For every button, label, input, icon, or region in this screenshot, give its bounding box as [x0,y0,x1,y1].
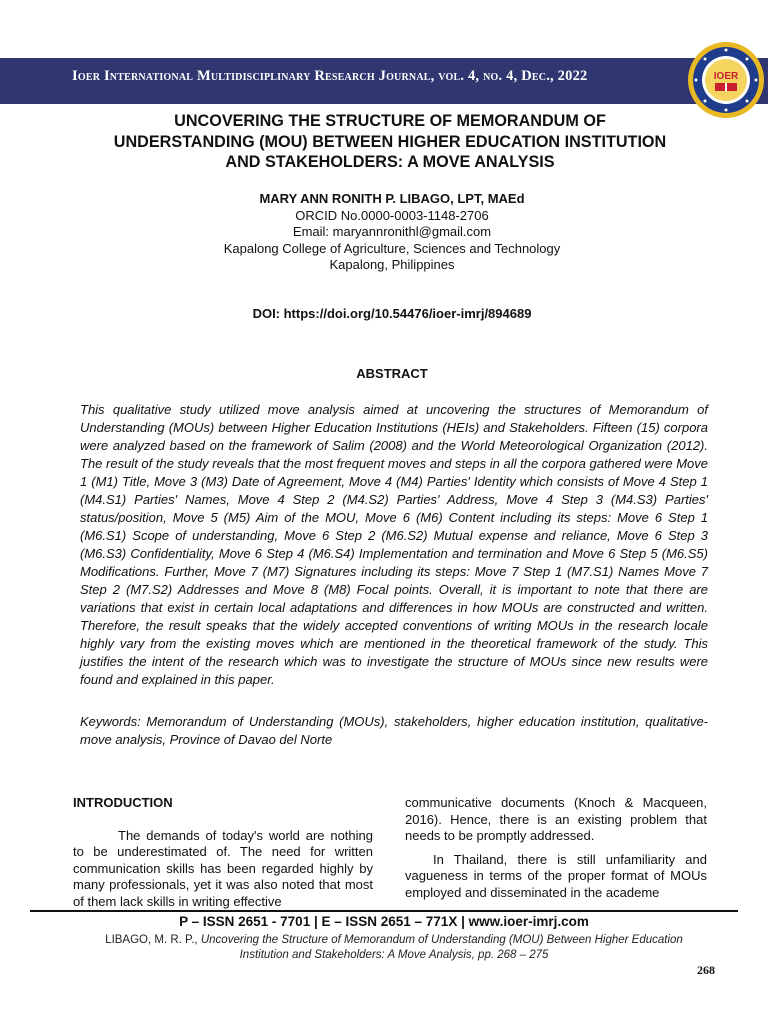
citation-author: LIBAGO, M. R. P., [105,934,198,946]
journal-header-text: Ioer International Multidisciplinary Research Journal, vol. 4, no. 4, Dec., 2022 [72,68,588,84]
journal-banner [0,58,768,104]
abstract-heading: ABSTRACT [356,366,428,381]
footer-rule [30,910,738,912]
intro-right-column [405,795,707,900]
author-affiliation: Kapalong College of Agriculture, Sciences and Technology [223,240,561,256]
citation-pages: pp. 268 – 275 [478,948,549,961]
keywords-label: Keywords: [80,714,141,729]
doi-link[interactable]: DOI: https://doi.org/10.54476/ioer-imrj/894689 [252,306,532,321]
intro-left-column [73,795,373,909]
citation-title: Uncovering the Structure of Memorandum of Understanding (MOU) Between Higher Education Institution and Stakeholders: A Move Analysis, [200,934,683,961]
author-name: MARY ANN RONITH P. LIBAGO, LPT, MAEd [259,191,525,206]
keywords [80,713,708,749]
title-line: AND STAKEHOLDERS: A MOVE ANALYSIS [225,153,555,171]
page-number: 268 [697,963,715,977]
intro-paragraph-continued: communicative documents (Knoch & Macqueen, 2016). Hence, there is an existing problem that needs to be promptly addressed. [405,795,707,844]
title-line: UNCOVERING THE STRUCTURE OF MEMORANDUM OF [174,112,606,130]
keywords-text: Memorandum of Understanding (MOUs), stakeholders, higher education institution, qualitative-move analysis, Province of Davao del Norte [80,714,708,747]
ioer-logo [686,40,766,120]
intro-paragraph-thailand: In Thailand, there is still unfamiliarity and vagueness in terms of the proper format of MOUs employed and disseminated in the academe [405,851,707,900]
paper-title [40,111,740,173]
author-orcid: ORCID No.0000-0003-1148-2706 [295,207,489,223]
intro-paragraph: The demands of today's world are nothing to be underestimated of. The need for written communication skills has been regarded highly by many professionals, yet it was also noted that most of them lack skills in writing effective [73,827,373,909]
author-block [100,191,684,274]
author-email[interactable]: Email: maryannronithl@gmail.com [292,224,492,240]
footer-citation [80,933,708,962]
abstract-text: This qualitative study utilized move analysis aimed at uncovering the structures of Memorandum of Understanding (MOUs) between Higher Education Institutions (HEIs) and Stakeholders. Fifteen (15) corpora were analyzed based on the framework of Salim (2008) and the World Meteorological Organization (2012). The result of the study reveals that the most frequent moves and steps in all the corpora gathered were Move 1 (M1) Title, Move 3 (M3) Date of Agreement, Move 4 (M4) Parties' Identity which consists of Move 4 Step 1 (M4.S1) Parties' Names, Move 4 Step 2 (M4.S2) Parties' Address, Move 4 Step 3 (M4.S3) Parties' status/position, Move 5 (M5) Aim of the MOU, Move 6 (M6) Content including its steps: Move 6 Step 1 (M6.S1) Scope of understanding, Move 6 Step 2 (M6.S2) Mutual expense and reliance, Move 6 Step 3 (M6.S3) Confidentiality, Move 6 Step 4 (M6.S4) Implementation and termination and Move 6 Step 5 (M6.S5) Modifications. Further, Move 7 (M7) Signatures including its steps: Move 7 Step 1 (M7.S1) Names Move 7 Step 2 (M7.S2) Addresses and Move 8 (M8) Focal points. Overall, it is important to note that there are variations that exist in certain local adaptations and differences in how MOUs are constructed and written. Therefore, the result speaks that the widely accepted conventions of writing MOUs in the research locale highly vary from the existing moves which are mentioned in the theoretical framework of the study. This justifies the intent of the research which was to investigate the structure of MOUs since new results were found and explained in this paper. [80,402,708,687]
footer-issn[interactable]: P – ISSN 2651 - 7701 | E – ISSN 2651 – 771X | www.ioer-imrj.com [179,914,589,929]
logo-text: IOER [713,71,739,82]
introduction-heading: INTRODUCTION [73,795,173,810]
title-line: UNDERSTANDING (MOU) BETWEEN HIGHER EDUCATION INSTITUTION [113,132,667,151]
logo-book-spine [725,83,727,91]
author-location: Kapalong, Philippines [329,257,455,273]
